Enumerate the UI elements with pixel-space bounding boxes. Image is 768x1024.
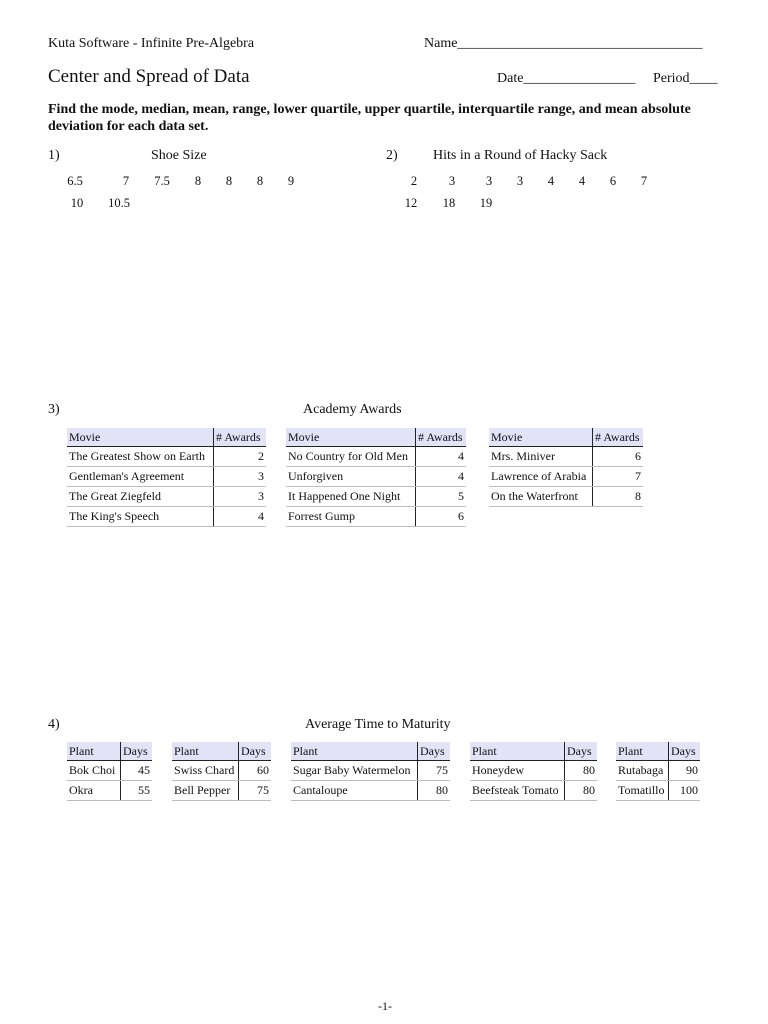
table-row: [286, 507, 466, 527]
name-field-label: Name___________________________________: [424, 36, 703, 51]
plant-cell: Rutabaga: [616, 761, 669, 781]
data-value: 19: [479, 196, 493, 210]
period-field-label: Period____: [653, 71, 718, 86]
awards-cell: 3: [214, 467, 267, 487]
page-number: -1-: [378, 999, 392, 1013]
column-header-awards: # Awards: [593, 428, 644, 447]
movie-cell: The Great Ziegfeld: [67, 487, 214, 507]
plant-cell: Swiss Chard: [172, 761, 239, 781]
table-row: [489, 467, 643, 487]
awards-cell: 7: [593, 467, 644, 487]
maturity-table-2: [172, 742, 271, 801]
maturity-table-3: [291, 742, 450, 801]
column-header-plant: Plant: [616, 742, 669, 761]
column-header-plant: Plant: [470, 742, 565, 761]
table-row: [172, 761, 271, 781]
worksheet-title: Center and Spread of Data: [48, 66, 250, 87]
column-header-days: Days: [565, 742, 598, 761]
plant-cell: Sugar Baby Watermelon: [291, 761, 418, 781]
column-header-days: Days: [669, 742, 701, 761]
table-row: [286, 447, 466, 467]
data-value: 3: [516, 174, 524, 188]
days-cell: 80: [565, 781, 598, 801]
data-value: 3: [485, 174, 493, 188]
table-row: [616, 781, 700, 801]
table-row: [67, 487, 266, 507]
table-row: [291, 781, 450, 801]
column-header-plant: Plant: [67, 742, 121, 761]
plant-cell: Okra: [67, 781, 121, 801]
column-header-plant: Plant: [172, 742, 239, 761]
movie-cell: Mrs. Miniver: [489, 447, 593, 467]
movie-cell: The King's Speech: [67, 507, 214, 527]
date-field-label: Date________________: [497, 71, 636, 86]
maturity-table-1: [67, 742, 152, 801]
movie-cell: Unforgiven: [286, 467, 416, 487]
awards-cell: 5: [416, 487, 467, 507]
problem-4-title: Average Time to Maturity: [305, 717, 451, 732]
table-row: [291, 761, 450, 781]
column-header-awards: # Awards: [416, 428, 467, 447]
data-value: 12: [404, 196, 418, 210]
awards-table-1: [67, 428, 266, 527]
table-row: [67, 507, 266, 527]
column-header-days: Days: [239, 742, 272, 761]
maturity-table-5: [616, 742, 700, 801]
column-header-days: Days: [418, 742, 451, 761]
data-value: 4: [578, 174, 586, 188]
days-cell: 75: [239, 781, 272, 801]
plant-cell: Honeydew: [470, 761, 565, 781]
software-name: Kuta Software - Infinite Pre-Algebra: [48, 36, 255, 51]
data-value: 2: [410, 174, 418, 188]
awards-cell: 2: [214, 447, 267, 467]
days-cell: 55: [121, 781, 153, 801]
problem-4-number: 4): [48, 717, 60, 732]
table-row: [286, 467, 466, 487]
data-value: 7: [640, 174, 648, 188]
days-cell: 100: [669, 781, 701, 801]
movie-cell: Forrest Gump: [286, 507, 416, 527]
awards-table-3: [489, 428, 643, 507]
data-value: 7: [122, 174, 130, 188]
plant-cell: Cantaloupe: [291, 781, 418, 801]
maturity-table-4: [470, 742, 597, 801]
data-value: 6: [609, 174, 617, 188]
data-value: 6.5: [67, 174, 83, 188]
days-cell: 80: [418, 781, 451, 801]
table-row: [470, 761, 597, 781]
table-row: [489, 487, 643, 507]
days-cell: 60: [239, 761, 272, 781]
awards-cell: 4: [416, 467, 467, 487]
movie-cell: Gentleman's Agreement: [67, 467, 214, 487]
days-cell: 90: [669, 761, 701, 781]
data-value: 8: [194, 174, 202, 188]
plant-cell: Beefsteak Tomato: [470, 781, 565, 801]
table-row: [616, 761, 700, 781]
movie-cell: It Happened One Night: [286, 487, 416, 507]
awards-table-2: [286, 428, 466, 527]
plant-cell: Tomatillo: [616, 781, 669, 801]
table-row: [67, 447, 266, 467]
awards-cell: 4: [416, 447, 467, 467]
table-row: [67, 761, 152, 781]
awards-cell: 4: [214, 507, 267, 527]
days-cell: 45: [121, 761, 153, 781]
column-header-awards: # Awards: [214, 428, 267, 447]
movie-cell: The Greatest Show on Earth: [67, 447, 214, 467]
days-cell: 75: [418, 761, 451, 781]
column-header-plant: Plant: [291, 742, 418, 761]
problem-1-number: 1): [48, 148, 60, 163]
awards-cell: 6: [593, 447, 644, 467]
instructions: Find the mode, median, mean, range, lower quartile, upper quartile, interquartile range, and mean absolute deviation for each data set.: [48, 102, 691, 134]
data-value: 10.5: [108, 196, 130, 210]
problem-1-title: Shoe Size: [151, 148, 207, 163]
problem-3-title: Academy Awards: [303, 402, 402, 417]
problem-2-number: 2): [386, 148, 398, 163]
movie-cell: Lawrence of Arabia: [489, 467, 593, 487]
problem-3-number: 3): [48, 402, 60, 417]
data-value: 8: [225, 174, 233, 188]
movie-cell: On the Waterfront: [489, 487, 593, 507]
problem-2-title: Hits in a Round of Hacky Sack: [433, 148, 608, 163]
column-header-movie: Movie: [67, 428, 214, 447]
table-row: [286, 487, 466, 507]
data-value: 9: [287, 174, 295, 188]
table-row: [67, 467, 266, 487]
awards-cell: 6: [416, 507, 467, 527]
data-value: 18: [442, 196, 456, 210]
table-row: [489, 447, 643, 467]
awards-cell: 3: [214, 487, 267, 507]
table-row: [470, 781, 597, 801]
table-row: [172, 781, 271, 801]
data-value: 7.5: [154, 174, 170, 188]
plant-cell: Bell Pepper: [172, 781, 239, 801]
data-value: 3: [448, 174, 456, 188]
table-row: [67, 781, 152, 801]
column-header-movie: Movie: [286, 428, 416, 447]
days-cell: 80: [565, 761, 598, 781]
column-header-days: Days: [121, 742, 153, 761]
column-header-movie: Movie: [489, 428, 593, 447]
awards-cell: 8: [593, 487, 644, 507]
data-value: 8: [256, 174, 264, 188]
plant-cell: Bok Choi: [67, 761, 121, 781]
data-value: 10: [70, 196, 84, 210]
data-value: 4: [547, 174, 555, 188]
movie-cell: No Country for Old Men: [286, 447, 416, 467]
